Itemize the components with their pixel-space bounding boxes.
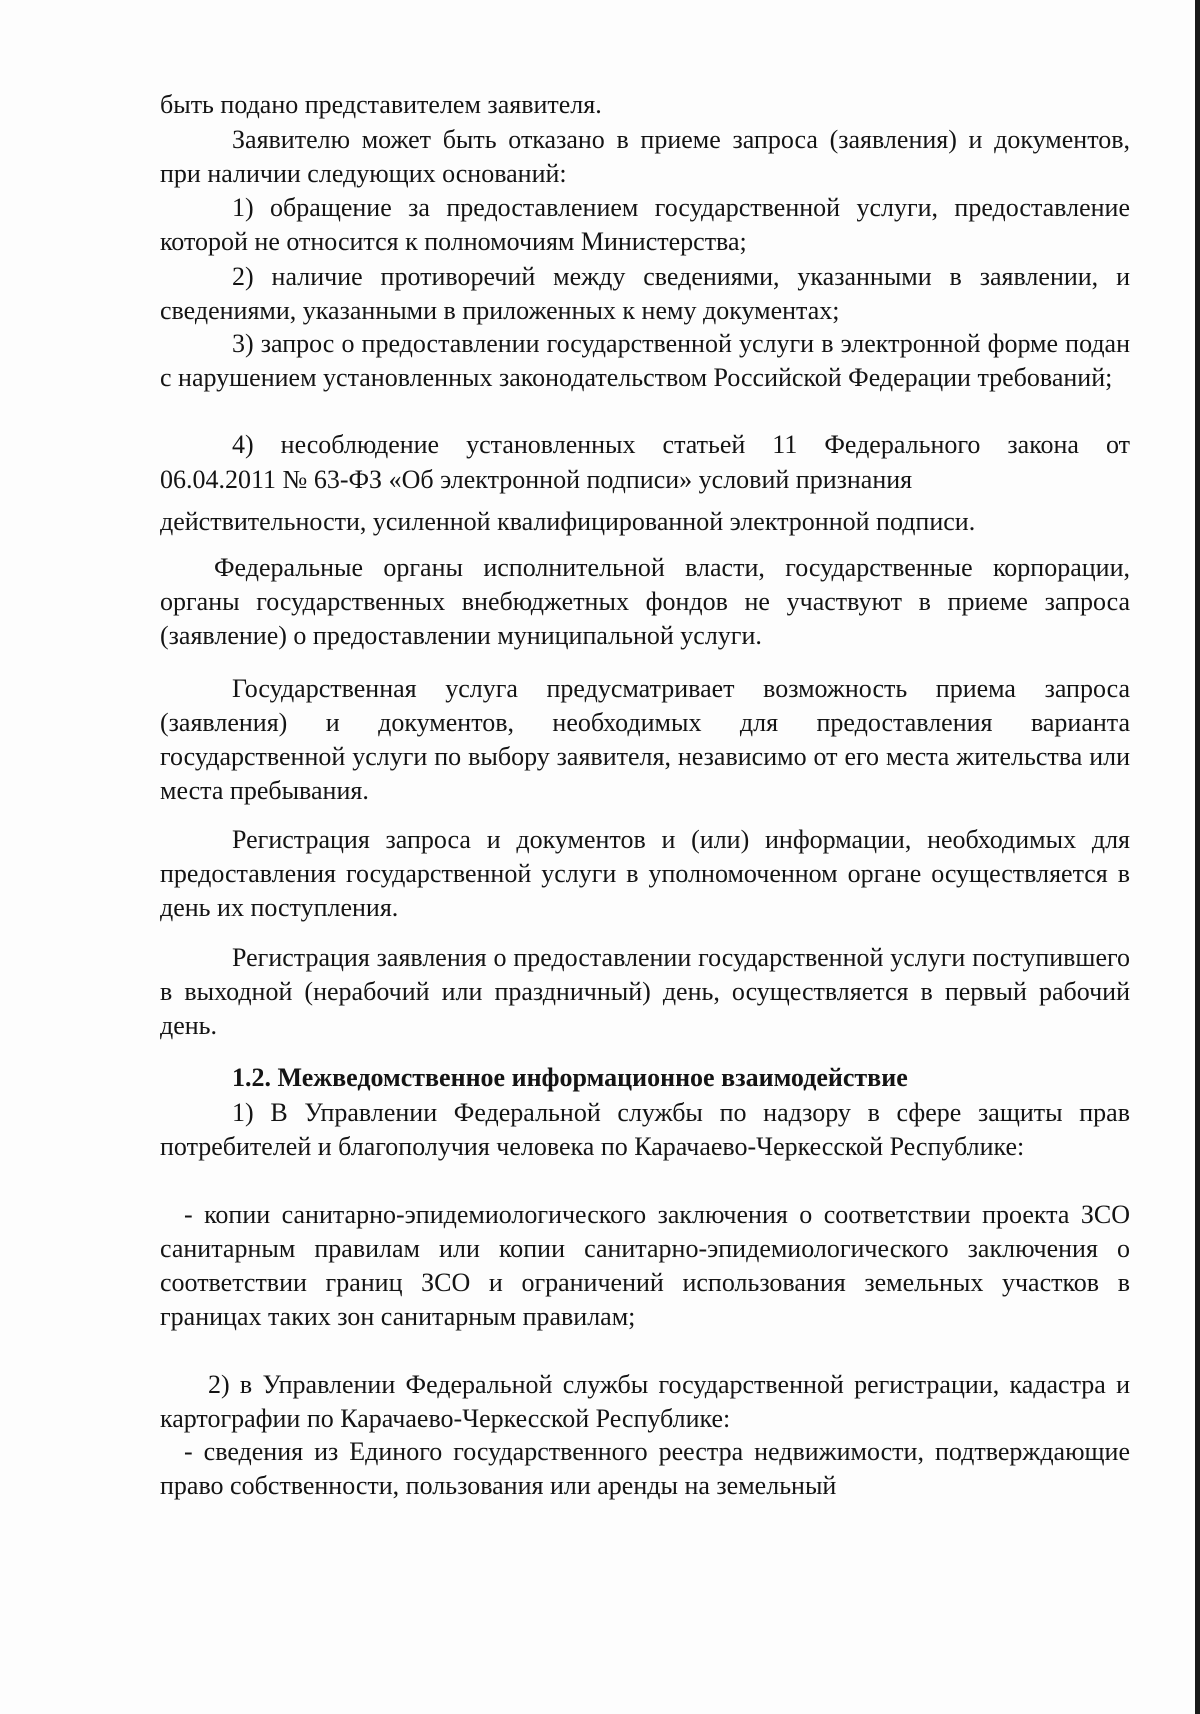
list-item-4-line-1: 4) несоблюдение установленных статьей 11 Федерального закона от xyxy=(232,430,1130,459)
section-heading: 1.2. Межведомственное информационное взаимодействие xyxy=(232,1063,908,1092)
list-item-4-line-3: действительности, усиленной квалифицированной электронной подписи. xyxy=(160,507,976,536)
paragraph-refusal-grounds: Заявителю может быть отказано в приеме запроса (заявления) и документов, при наличии следующих оснований: xyxy=(160,125,1130,188)
paragraph-continuation: быть подано представителем заявителя. xyxy=(160,90,602,119)
list-item-4-line-2: 06.04.2011 № 63-ФЗ «Об электронной подписи» условий признания xyxy=(160,465,913,494)
list-item-3: 3) запрос о предоставлении государственной услуги в электронной форме подан с нарушением установленных законодательством Российской Федерации требований; xyxy=(160,329,1130,392)
interagency-subitem-2: - сведения из Единого государственного реестра недвижимости, подтверждающие право собственности, пользования или аренды на земельный xyxy=(160,1437,1130,1500)
paragraph-registration-holiday: Регистрация заявления о предоставлении государственной услуги поступившего в выходной (нерабочий или праздничный) день, осуществляется в первый рабочий день. xyxy=(160,943,1130,1040)
paragraph-registration: Регистрация запроса и документов и (или) информации, необходимых для предоставления государственной услуги в уполномоченном органе осуществляется в день их поступления. xyxy=(160,825,1130,922)
list-item-1: 1) обращение за предоставлением государственной услуги, предоставление которой не относится к полномочиям Министерства; xyxy=(160,193,1130,256)
interagency-item-1: 1) В Управлении Федеральной службы по надзору в сфере защиты прав потребителей и благополучия человека по Карачаево-Черкесской Республике: xyxy=(160,1098,1130,1161)
paragraph-federal-bodies: Федеральные органы исполнительной власти, государственные корпорации, органы государственных внебюджетных фондов не участвуют в приеме запроса (заявление) о предоставлении муниципальной услуги. xyxy=(160,553,1130,650)
list-item-2: 2) наличие противоречий между сведениями, указанными в заявлении, и сведениями, указанными в приложенных к нему документах; xyxy=(160,262,1130,325)
scan-border xyxy=(1195,0,1200,1714)
interagency-item-2: 2) в Управлении Федеральной службы государственной регистрации, кадастра и картографии по Карачаево-Черкесской Республике: xyxy=(160,1370,1130,1433)
paragraph-service-availability: Государственная услуга предусматривает возможность приема запроса (заявления) и документов, необходимых для предоставления варианта государственной услуги по выбору заявителя, независимо от его места жительства или места пребывания. xyxy=(160,674,1130,805)
interagency-subitem-1: - копии санитарно-эпидемиологического заключения о соответствии проекта ЗСО санитарным правилам или копии санитарно-эпидемиологического заключения о соответствии границ ЗСО и ограничений использования земельных участков в границах таких зон санитарным правилам; xyxy=(160,1200,1130,1331)
